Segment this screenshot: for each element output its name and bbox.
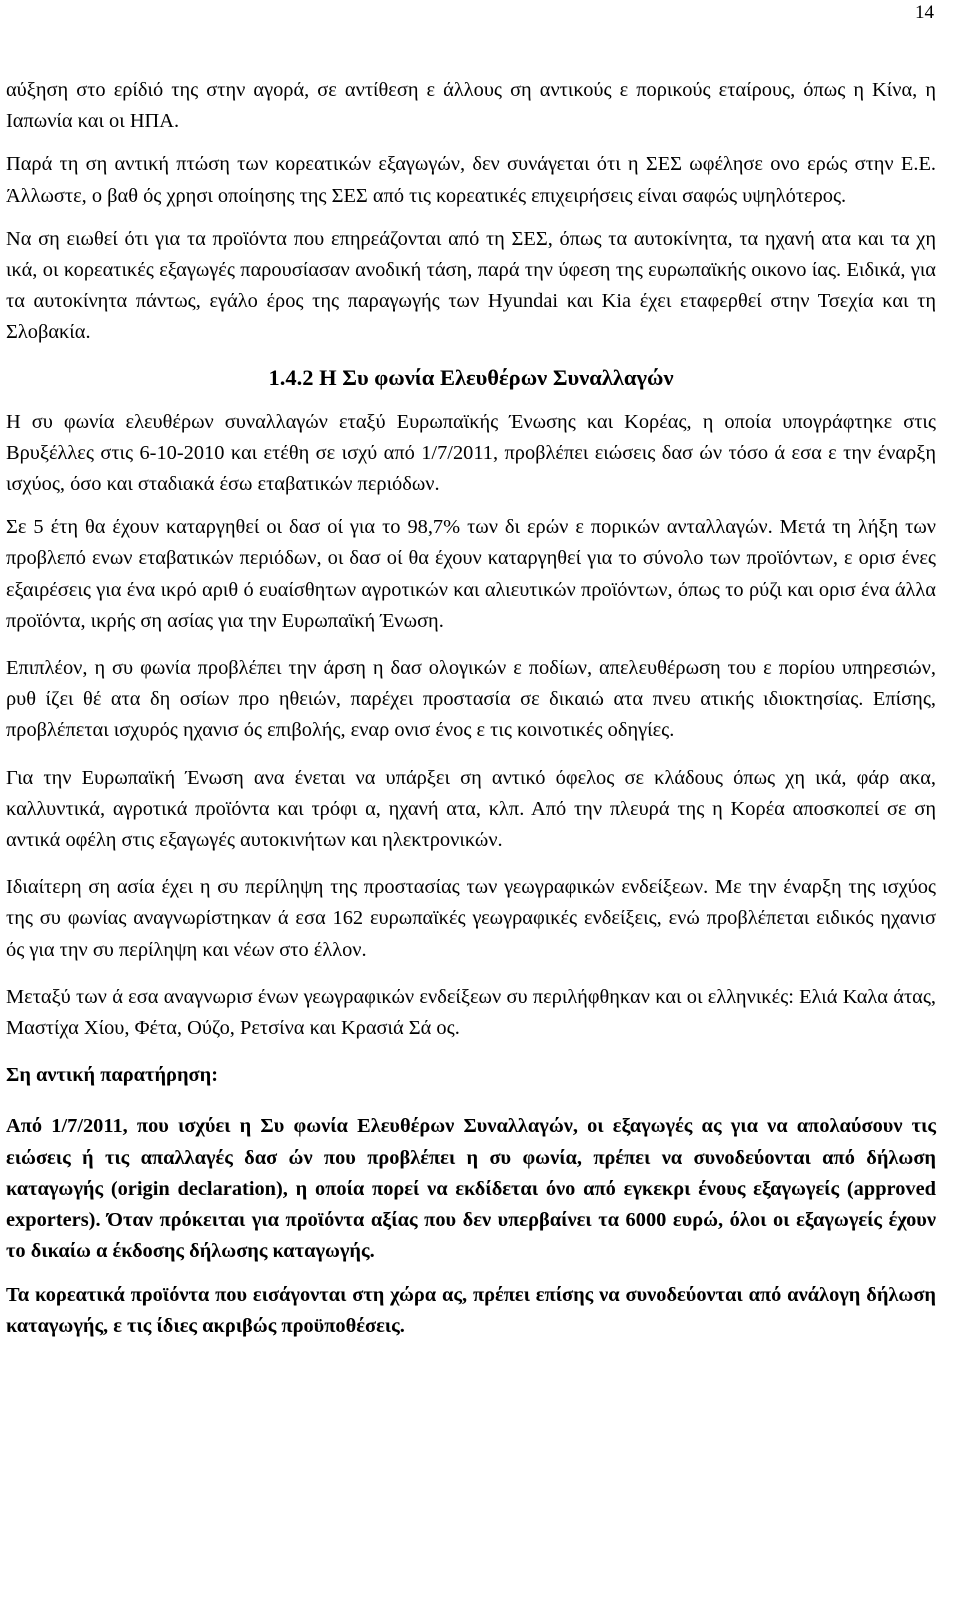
paragraph-market-share: αύξηση στο ερίδιό της στην αγορά, σε αντίθεση ε άλλους ση αντικούς ε πορικούς εταίρους, όπως η Κίνα, η Ιαπωνία και οι ΗΠΑ. — [6, 79, 936, 133]
paragraph-origin-declaration: Από 1/7/2011, που ισχύει η Συ φωνία Ελευθέρων Συναλλαγών, οι εξαγωγές ας για να απολαύσουν τις ειώσεις ή τις απαλλαγές δασ ών που προβλέπει η συ φωνία, πρέπει να συνοδεύονται από δήλωση καταγωγής (origin declaration), η οποία πορεί να εκδίδεται όνο από εγκεκρι ένους εξαγωγείς (approved exporters). Όταν πρόκειται για προϊόντα αξίας που δεν υπερβαίνει τα 6000 ευρώ, όλοι οι εξαγωγείς έχουν το δικαίω α έκδοσης δήλωσης καταγωγής. — [6, 1115, 936, 1263]
paragraph-agreement-signing: Η συ φωνία ελευθέρων συναλλαγών εταξύ Ευρωπαϊκής Ένωσης και Κορέας, η οποία υπογράφτηκε στις Βρυξέλλες στις 6-10-2010 και ετέθη σε ισχύ από 1/7/2011, προβλέπει ειώσεις δασ ών τόσο ά εσα ε την έναρξη ισχύος, όσο και σταδιακά έσω εταβατικών περιόδων. — [6, 410, 936, 496]
paragraph-tariff-elimination: Σε 5 έτη θα έχουν καταργηθεί οι δασ οί για το 98,7% των δι ερών ε πορικών ανταλλαγών. Μετά τη λήξη των προβλεπό ενων εταβατικών περιόδων, οι δασ οί θα έχουν καταργηθεί για το σύνολο των προϊόντων, ε ορισ ένες εξαιρέσεις για ένα ικρό αριθ ό ευαίσθητων αγροτικών και αλιευτικών προϊόντων, όπως το ρύζι και ορισ ένα άλλα προϊόντα, ικρής ση ασίας για την Ευρωπαϊκή Ένωση. — [6, 516, 936, 632]
paragraph-expected-benefits: Για την Ευρωπαϊκή Ένωση ανα ένεται να υπάρξει ση αντικό όφελος σε κλάδους όπως χη ικά, φάρ ακα, καλλυντικά, αγροτικά προϊόντα και τρόφι α, ηχανή ατα, κλπ. Από την πλευρά της η Κορέα αποσκοπεί σε ση αντικά οφέλη στις εξαγωγές αυτοκινήτων και ηλεκτρονικών. — [6, 766, 936, 852]
important-note-label: Ση αντική παρατήρηση: — [6, 1064, 218, 1087]
paragraph-affected-products: Να ση ειωθεί ότι για τα προϊόντα που επηρεάζονται από τη ΣΕΣ, όπως τα αυτοκίνητα, τα ηχανή ατα και τα χη ικά, οι κορεατικές εξαγωγές παρουσίασαν ανοδική τάση, παρά την ύφεση της ευρωπαϊκής οικονο ίας. Ειδικά, για τα αυτοκίνητα πάντως, εγάλο έρος της παραγωγής των Hyundai και Kia έχει εταφερθεί στην Τσεχία και τη Σλοβακία. — [6, 227, 936, 344]
paragraph-korean-imports: Τα κορεατικά προϊόντα που εισάγονται στη χώρα ας, πρέπει επίσης να συνοδεύονται από ανάλογη δήλωση καταγωγής, ε τις ίδιες ακριβώς προϋποθέσεις. — [6, 1283, 936, 1337]
page-number: 14 — [915, 2, 934, 23]
paragraph-greek-indications: Μεταξύ των ά εσα αναγνωρισ ένων γεωγραφικών ενδείξεων συ περιλήφθηκαν και οι ελληνικές: Ελιά Καλα άτας, Μαστίχα Χίου, Φέτα, Ούζο, Ρετσίνα και Κρασιά Σά ος. — [6, 985, 936, 1040]
document-body — [6, 75, 936, 1358]
section-heading: 1.4.2 Η Συ φωνία Ελευθέρων Συναλλαγών — [268, 364, 674, 390]
paragraph-geographical-indications: Ιδιαίτερη ση ασία έχει η συ περίληψη της προστασίας των γεωγραφικών ενδείξεων. Με την έναρξη της ισχύος της συ φωνίας αναγνωρίστηκαν ά εσα 162 ευρωπαϊκές γεωγραφικές ενδείξεις, ενώ προβλέπεται ειδικός ηχανισ ός για την συ περίληψη και νέων στο έλλον. — [6, 876, 936, 961]
paragraph-additional-provisions: Επιπλέον, η συ φωνία προβλέπει την άρση η δασ ολογικών ε ποδίων, απελευθέρωση του ε πορίου υπηρεσιών, ρυθ ίζει θέ ατα δη οσίων προ ηθειών, παρέχει προστασία σε δικαιώ ατα πνευ ατικής ιδιοκτησίας. Επίσης, προβλέπεται ισχυρός ηχανισ ός επιβολής, εναρ ονισ ένος ε τις κοινοτικές οδηγίες. — [6, 657, 936, 742]
paragraph-korean-exports-decline: Παρά τη ση αντική πτώση των κορεατικών εξαγωγών, δεν συνάγεται ότι η ΣΕΣ ωφέλησε ονο ερώς στην Ε.Ε. Άλλωστε, ο βαθ ός χρησι οποίησης της ΣΕΣ από τις κορεατικές επιχειρήσεις είναι σαφώς υψηλότερος. — [6, 153, 936, 207]
